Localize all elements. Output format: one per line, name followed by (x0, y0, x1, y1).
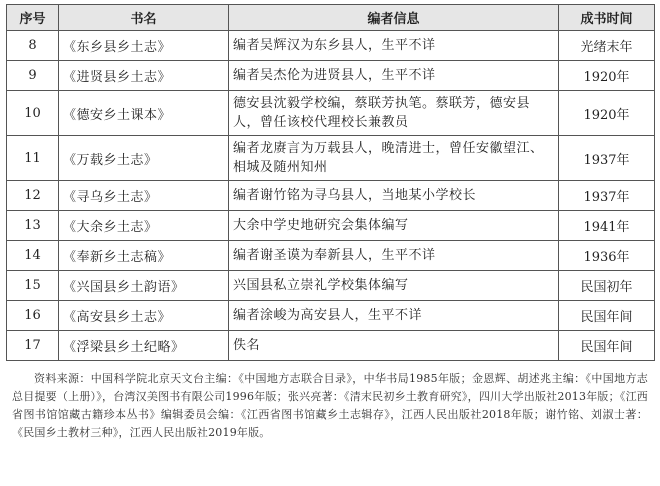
row-book-title: 《大余乡土志》 (59, 211, 229, 241)
row-no: 17 (7, 331, 59, 361)
row-no: 14 (7, 241, 59, 271)
header-row (7, 5, 655, 31)
row-completion-time: 1920年 (559, 61, 655, 91)
row-no: 12 (7, 181, 59, 211)
table-row (7, 271, 655, 301)
table-row (7, 331, 655, 361)
row-editor-info: 编者涂峻为高安县人，生平不详 (229, 301, 559, 331)
source-note: 资料来源：中国科学院北京天文台主编：《中国地方志联合目录》，中华书局1985年版；金恩辉、胡述兆主编：《中国地方志总目提要（上册）》，台湾汉美图书有限公司1996年版；张兴亮著：《清末民初乡土教育研究》，四川大学出版社2013年版；《江西省图书馆馆藏古籍珍本丛书》编辑委员会编：《江西省图书馆藏乡土志辑存》，江西人民出版社2018年版；谢竹铭、刘淑士著：《民国乡土教材三种》，江西人民出版社2019年版。 (12, 372, 648, 439)
row-editor-info: 德安县沈毅学校编，蔡联芳执笔。蔡联芳，德安县人，曾任该校代理校长兼教员 (229, 91, 559, 136)
row-book-title: 《浮梁县乡土纪略》 (59, 331, 229, 361)
row-completion-time: 1937年 (559, 136, 655, 181)
row-completion-time: 民国年间 (559, 301, 655, 331)
row-no: 16 (7, 301, 59, 331)
row-editor-info: 兴国县私立崇礼学校集体编写 (229, 271, 559, 301)
header-no: 序号 (7, 5, 59, 31)
row-book-title: 《进贤县乡土志》 (59, 61, 229, 91)
table-body (7, 31, 655, 361)
row-book-title: 《高安县乡土志》 (59, 301, 229, 331)
row-completion-time: 1936年 (559, 241, 655, 271)
row-book-title: 《东乡县乡土志》 (59, 31, 229, 61)
row-book-title: 《德安乡土课本》 (59, 91, 229, 136)
local-gazetteer-table (6, 4, 655, 361)
row-no: 13 (7, 211, 59, 241)
row-no: 11 (7, 136, 59, 181)
row-completion-time: 1937年 (559, 181, 655, 211)
row-no: 10 (7, 91, 59, 136)
row-completion-time: 1941年 (559, 211, 655, 241)
row-book-title: 《寻乌乡土志》 (59, 181, 229, 211)
row-editor-info: 编者龙赓言为万载县人，晚清进士，曾任安徽望江、相城及随州知州 (229, 136, 559, 181)
header-name: 书名 (59, 5, 229, 31)
row-completion-time: 民国年间 (559, 331, 655, 361)
row-book-title: 《奉新乡土志稿》 (59, 241, 229, 271)
row-editor-info: 佚名 (229, 331, 559, 361)
row-book-title: 《万载乡土志》 (59, 136, 229, 181)
table-row (7, 301, 655, 331)
table-row (7, 91, 655, 136)
row-editor-info: 编者吴杰伦为进贤县人，生平不详 (229, 61, 559, 91)
table-row (7, 136, 655, 181)
table-row (7, 241, 655, 271)
row-completion-time: 1920年 (559, 91, 655, 136)
row-editor-info: 编者谢竹铭为寻乌县人，当地某小学校长 (229, 181, 559, 211)
row-completion-time: 民国初年 (559, 271, 655, 301)
table-header (7, 5, 655, 31)
row-editor-info: 编者吴辉汉为东乡县人，生平不详 (229, 31, 559, 61)
header-time: 成书时间 (559, 5, 655, 31)
table-row (7, 61, 655, 91)
header-info: 编者信息 (229, 5, 559, 31)
row-editor-info: 大余中学史地研究会集体编写 (229, 211, 559, 241)
row-no: 9 (7, 61, 59, 91)
row-no: 8 (7, 31, 59, 61)
table-row (7, 211, 655, 241)
row-no: 15 (7, 271, 59, 301)
row-editor-info: 编者谢圣谟为奉新县人，生平不详 (229, 241, 559, 271)
row-book-title: 《兴国县乡土韵语》 (59, 271, 229, 301)
row-completion-time: 光绪末年 (559, 31, 655, 61)
table-row (7, 31, 655, 61)
table-row (7, 181, 655, 211)
